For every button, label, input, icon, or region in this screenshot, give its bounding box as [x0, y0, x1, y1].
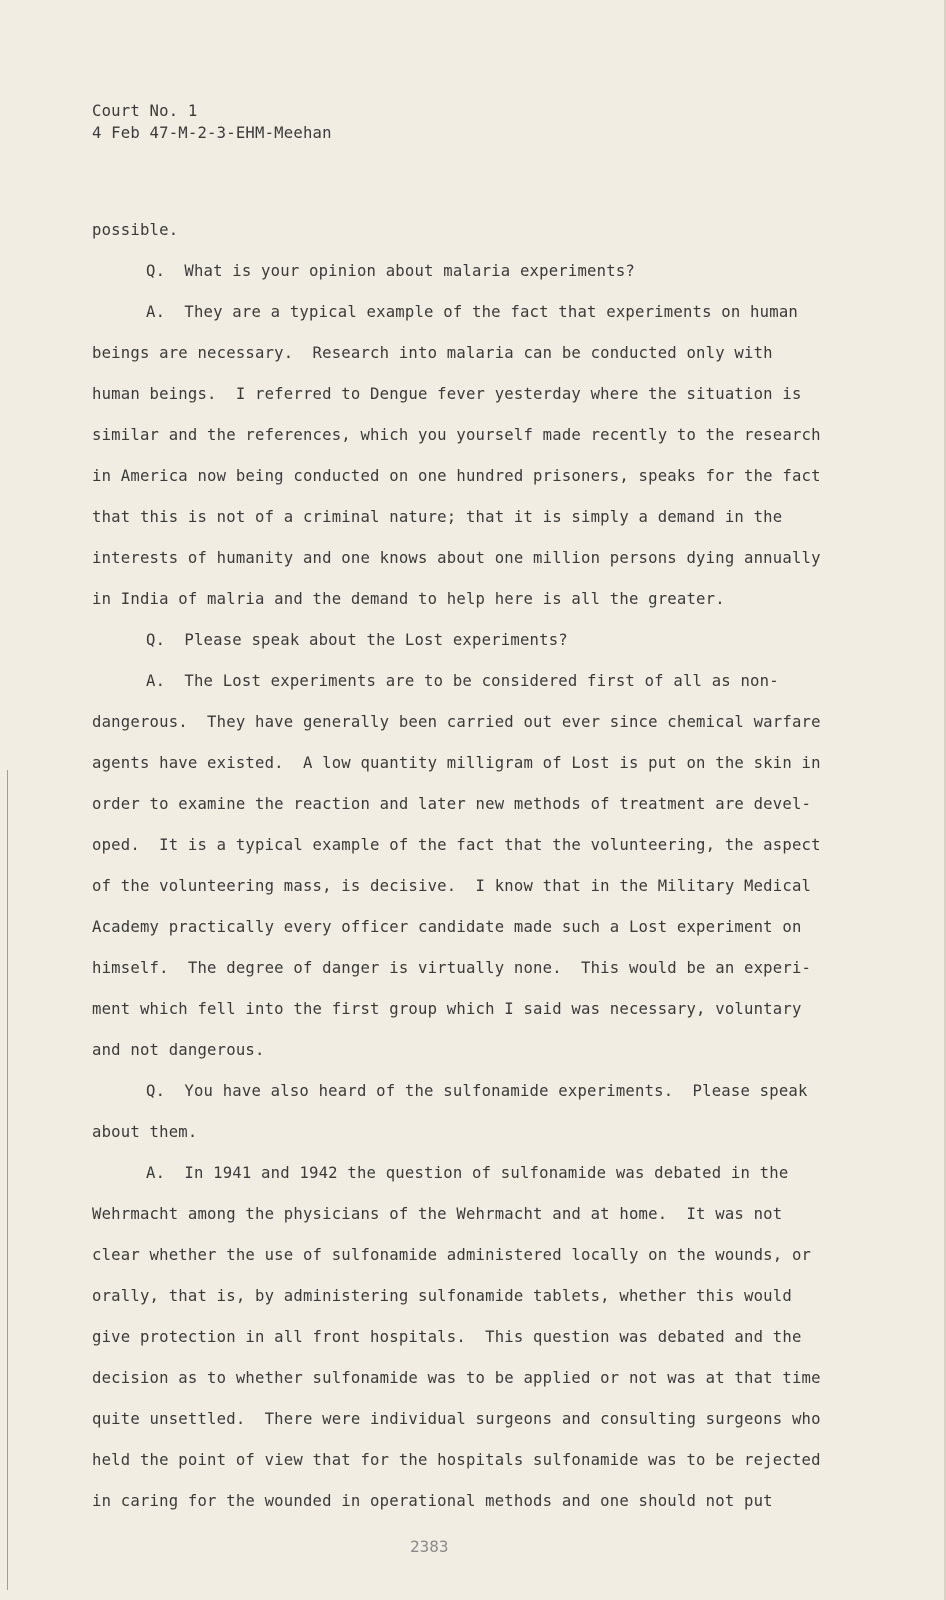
transcript-line: in America now being conducted on one hundred prisoners, speaks for the fact	[92, 467, 821, 485]
transcript-line: and not dangerous.	[92, 1041, 265, 1059]
transcript-line: Q. You have also heard of the sulfonamide experiments. Please speak	[146, 1082, 808, 1100]
transcript-line: Q. What is your opinion about malaria experiments?	[146, 262, 635, 280]
page-edge-line	[7, 770, 8, 1590]
transcript-line: order to examine the reaction and later new methods of treatment are devel-	[92, 795, 812, 813]
transcript-line: similar and the references, which you yourself made recently to the research	[92, 426, 821, 444]
transcript-line: A. They are a typical example of the fact that experiments on human	[146, 303, 798, 321]
transcript-line: ment which fell into the first group which I said was necessary, voluntary	[92, 1000, 802, 1018]
document-header	[92, 100, 332, 144]
transcript-body	[92, 219, 872, 1531]
transcript-line: himself. The degree of danger is virtually none. This would be an experi-	[92, 959, 812, 977]
transcript-line: quite unsettled. There were individual surgeons and consulting surgeons who	[92, 1410, 821, 1428]
transcript-line: Academy practically every officer candidate made such a Lost experiment on	[92, 918, 802, 936]
transcript-line: human beings. I referred to Dengue fever yesterday where the situation is	[92, 385, 802, 403]
transcript-line: A. The Lost experiments are to be considered first of all as non-	[146, 672, 779, 690]
transcript-line: of the volunteering mass, is decisive. I know that in the Military Medical	[92, 877, 812, 895]
transcript-line: beings are necessary. Research into malaria can be conducted only with	[92, 344, 773, 362]
court-label: Court No. 1	[92, 102, 198, 120]
transcript-reference: 4 Feb 47-M-2-3-EHM-Meehan	[92, 124, 332, 142]
transcript-line: possible.	[92, 221, 179, 239]
transcript-line: give protection in all front hospitals. This question was debated and the	[92, 1328, 802, 1346]
transcript-line: Wehrmacht among the physicians of the Wehrmacht and at home. It was not	[92, 1205, 783, 1223]
transcript-line: Q. Please speak about the Lost experiments?	[146, 631, 568, 649]
transcript-line: decision as to whether sulfonamide was to be applied or not was at that time	[92, 1369, 821, 1387]
transcript-line: held the point of view that for the hospitals sulfonamide was to be rejected	[92, 1451, 821, 1469]
transcript-line: orally, that is, by administering sulfonamide tablets, whether this would	[92, 1287, 792, 1305]
transcript-line: in India of malria and the demand to help here is all the greater.	[92, 590, 725, 608]
page-number: 2383	[410, 1537, 449, 1556]
transcript-line: in caring for the wounded in operational methods and one should not put	[92, 1492, 773, 1510]
transcript-line: about them.	[92, 1123, 198, 1141]
transcript-line: agents have existed. A low quantity milligram of Lost is put on the skin in	[92, 754, 821, 772]
transcript-line: that this is not of a criminal nature; that it is simply a demand in the	[92, 508, 783, 526]
transcript-line: clear whether the use of sulfonamide administered locally on the wounds, or	[92, 1246, 812, 1264]
transcript-line: oped. It is a typical example of the fact that the volunteering, the aspect	[92, 836, 821, 854]
transcript-line: dangerous. They have generally been carried out ever since chemical warfare	[92, 713, 821, 731]
transcript-line: A. In 1941 and 1942 the question of sulfonamide was debated in the	[146, 1164, 789, 1182]
transcript-line: interests of humanity and one knows about one million persons dying annually	[92, 549, 821, 567]
